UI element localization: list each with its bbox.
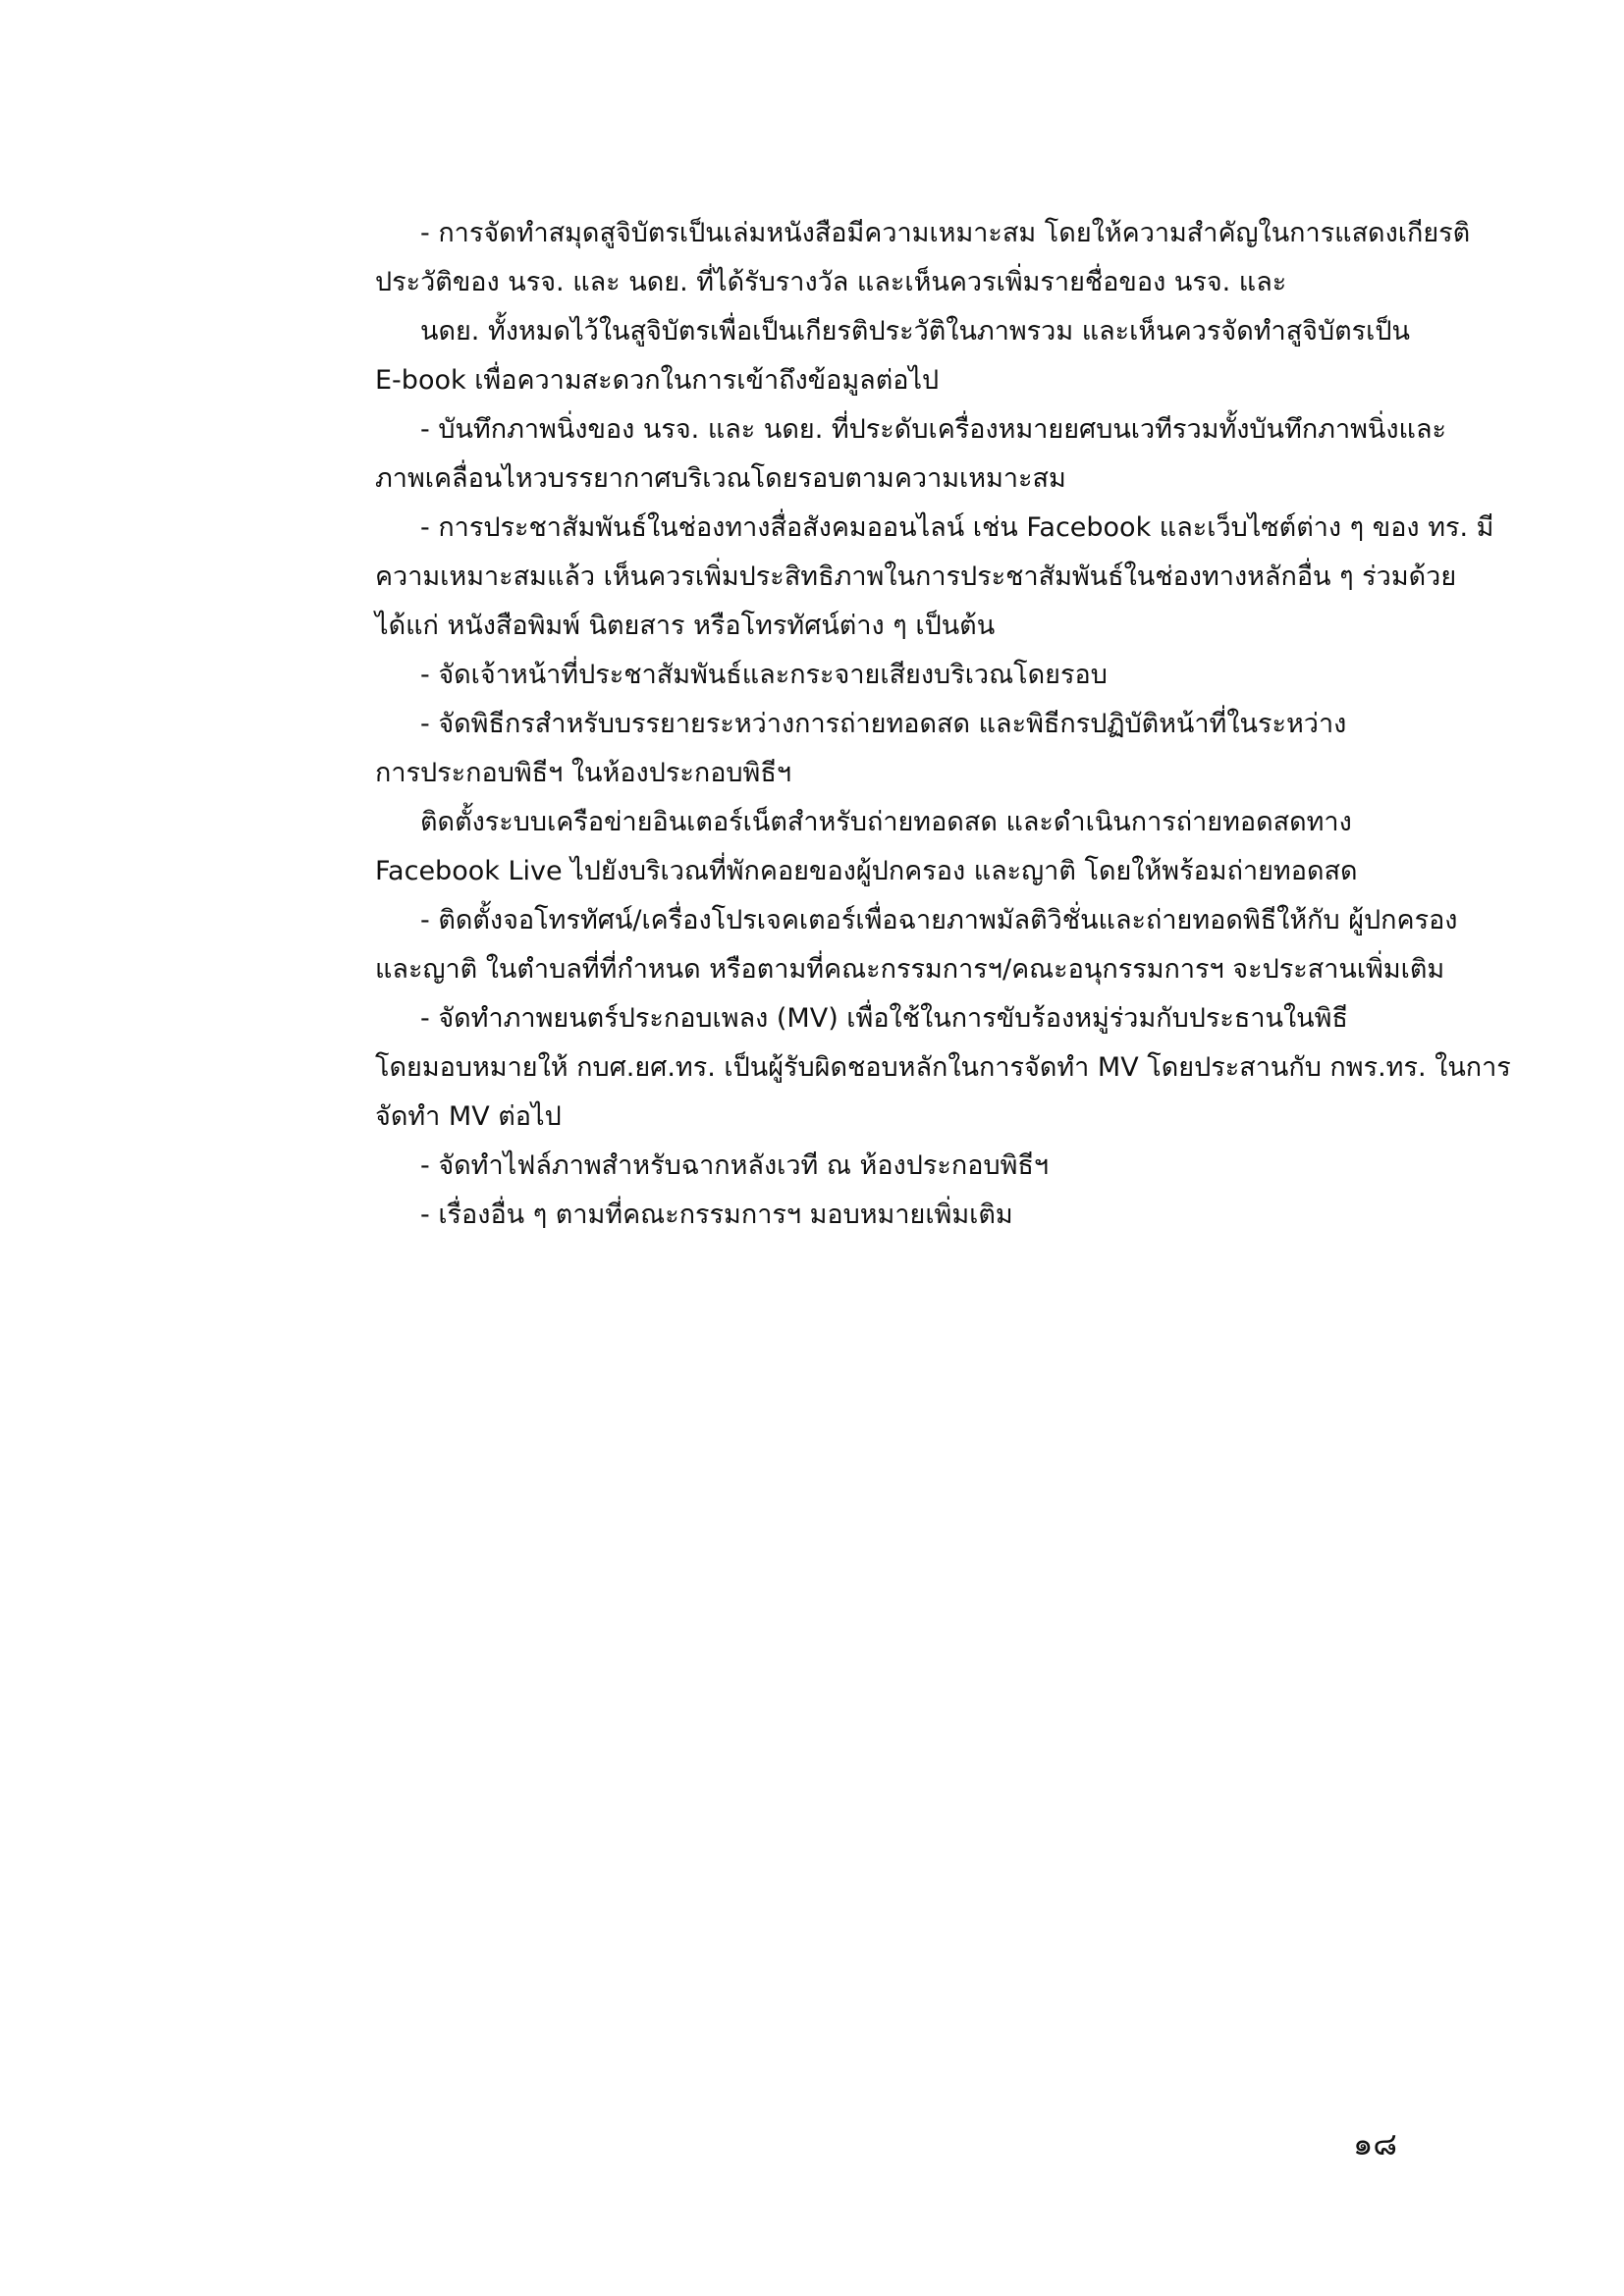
text-line: ภาพเคลื่อนไหวบรรยากาศบริเวณโดยรอบตามความเหมาะสม [375, 463, 1066, 494]
text-line: E-book เพื่อความสะดวกในการเข้าถึงข้อมูลต่อไป [375, 365, 940, 396]
text-line: - ติดตั้งจอโทรทัศน์/เครื่องโปรเจคเตอร์เพื่อฉายภาพมัลติวิชั่นและถ่ายทอดพิธีให้กับ ผู้ปกครอง [420, 905, 1458, 935]
text-line: - จัดพิธีกรสำหรับบรรยายระหว่างการถ่ายทอดสด และพิธีกรปฏิบัติหน้าที่ในระหว่าง [420, 709, 1347, 739]
text-line: ติดตั้งระบบเครือข่ายอินเตอร์เน็ตสำหรับถ่ายทอดสด และดำเนินการถ่ายทอดสดทาง [420, 807, 1352, 837]
text-line: ประวัติของ นรจ. และ นดย. ที่ได้รับรางวัล และเห็นควรเพิ่มรายชื่อของ นรจ. และ [375, 267, 1287, 297]
text-line: ได้แก่ หนังสือพิมพ์ นิตยสาร หรือโทรทัศน์ต่าง ๆ เป็นต้น [375, 611, 996, 641]
text-line: จัดทำ MV ต่อไป [375, 1101, 562, 1132]
text-line: ความเหมาะสมแล้ว เห็นควรเพิ่มประสิทธิภาพในการประชาสัมพันธ์ในช่องทางหลักอื่น ๆ ร่วมด้วย [375, 561, 1457, 592]
text-line: การประกอบพิธีฯ ในห้องประกอบพิธีฯ [375, 758, 791, 788]
text-line: - จัดทำไฟล์ภาพสำหรับฉากหลังเวที ณ ห้องประกอบพิธีฯ [420, 1150, 1050, 1181]
text-line: และญาติ ในตำบลที่ที่กำหนด หรือตามที่คณะกรรมการฯ/คณะอนุกรรมการฯ จะประสานเพิ่มเติม [375, 954, 1445, 985]
text-line: - บันทึกภาพนิ่งของ นรจ. และ นดย. ที่ประดับเครื่องหมายยศบนเวทีรวมทั้งบันทึกภาพนิ่งและ [420, 414, 1447, 445]
text-line: - การประชาสัมพันธ์ในช่องทางสื่อสังคมออนไลน์ เช่น Facebook และเว็บไซต์ต่าง ๆ ของ ทร. มี [420, 512, 1494, 543]
text-line: - จัดเจ้าหน้าที่ประชาสัมพันธ์และกระจายเสียงบริเวณโดยรอบ [420, 660, 1108, 690]
text-line: - จัดทำภาพยนตร์ประกอบเพลง (MV) เพื่อใช้ในการขับร้องหมู่ร่วมกับประธานในพิธี [420, 1003, 1348, 1034]
text-line: โดยมอบหมายให้ กบศ.ยศ.ทร. เป็นผู้รับผิดชอบหลักในการจัดทำ MV โดยประสานกับ กพร.ทร. ในการ [375, 1052, 1511, 1083]
page-number: ๑๘ [1353, 2125, 1397, 2163]
text-line: นดย. ทั้งหมดไว้ในสูจิบัตรเพื่อเป็นเกียรติประวัติในภาพรวม และเห็นควรจัดทำสูจิบัตรเป็น [420, 316, 1410, 347]
text-line: - การจัดทำสมุดสูจิบัตรเป็นเล่มหนังสือมีความเหมาะสม โดยให้ความสำคัญในการแสดงเกียรติ [420, 218, 1471, 248]
text-line: - เรื่องอื่น ๆ ตามที่คณะกรรมการฯ มอบหมายเพิ่มเติม [420, 1200, 1013, 1230]
text-line: Facebook Live ไปยังบริเวณที่พักคอยของผู้ปกครอง และญาติ โดยให้พร้อมถ่ายทอดสด [375, 856, 1358, 886]
